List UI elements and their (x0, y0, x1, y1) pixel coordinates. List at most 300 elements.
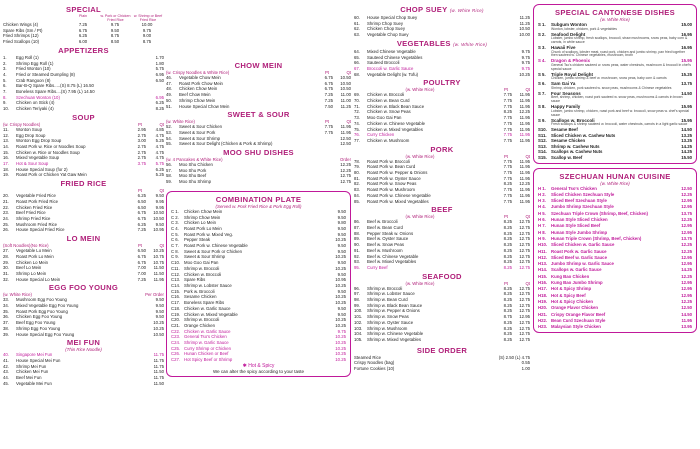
item-price: 12.95 (681, 292, 692, 298)
price-pint: 6.25 (137, 221, 146, 227)
item-name: House Special Chop Suey (367, 15, 418, 20)
item-price: 15.00 (681, 22, 692, 27)
item-name: Moo Goo Gai Pan (184, 260, 219, 266)
item-number: 27. (3, 248, 9, 254)
price-quart: 11.95 (519, 103, 530, 109)
item-price: 10.50 (519, 26, 530, 32)
item-name: Orange Flavor Chicken (551, 305, 599, 311)
item-price: 12.50 (681, 185, 692, 191)
item-price: 12.75 (340, 179, 351, 185)
item-name: Scallops w. Cashew Nuts (551, 149, 603, 155)
price-pint: 8.25 (503, 230, 512, 236)
item-name: Hunan Chicken or Beef (184, 351, 229, 357)
item-price: 9.50 (337, 208, 346, 214)
item-name: Sliced Beef Szechuan Style (551, 198, 607, 204)
item-price: 10.25 (335, 351, 346, 357)
item-price: 9.50 (337, 231, 346, 237)
menu-item (354, 32, 530, 38)
item-number: 38. (3, 325, 9, 331)
item-name: Mushroom Egg Foo Young (16, 297, 67, 303)
item-number: C 2. (171, 214, 179, 220)
item-number: 52. (166, 124, 172, 130)
item-number: 23. (3, 210, 9, 216)
sweetsour-header: (w. White Rice) Pt Qt (166, 119, 351, 125)
item-number: H 9. (538, 235, 546, 241)
item-price: 10.25 (335, 345, 346, 351)
item-name: Sauteed Chinese Vegetables (367, 54, 423, 60)
item-number: 53. (166, 129, 172, 135)
item-price: 12.95 (681, 280, 692, 286)
item-number: 28. (3, 253, 9, 259)
item-number: 20. (3, 193, 9, 199)
price-quart: 10.50 (340, 86, 351, 92)
item-name: Beef Mei Fun (16, 375, 42, 381)
item-number: 93. (354, 259, 360, 265)
item-name: Chicken Teriyaki (4) (16, 106, 54, 112)
item-name: Chicken Lo Mein (16, 259, 49, 265)
beef-header: (w. White Rice) Pt Qt (405, 214, 530, 220)
menu-item (354, 366, 530, 372)
price-pint: 8.25 (503, 308, 512, 314)
item-number: H16. (538, 280, 548, 286)
item-number: S12. (538, 138, 547, 144)
price-quart: 11.00 (340, 97, 351, 103)
item-name: Shrimp Fried Rice (16, 215, 51, 221)
item-number: 37. (3, 320, 9, 326)
item-price: 12.50 (681, 305, 692, 311)
szechuan-box (533, 168, 697, 334)
price-pint: 7.75 (503, 137, 512, 143)
mooshu-header: (w. 4 Pancakes & White Rice) Order (166, 157, 351, 163)
item-name: Broccoli w. Garlic Sauce (367, 65, 414, 71)
item-name: Kung Bao Jumbo Shrimp (551, 280, 603, 286)
item-name: Hunan Style Sliced Beef (551, 223, 601, 229)
item-name: Chicken Wings (4) (3, 22, 39, 27)
item-number: 96. (354, 285, 360, 291)
item-name: Orange Chicken (184, 322, 216, 328)
item-number: 11. (3, 126, 9, 132)
item-name: Chicken Chow Mein (179, 86, 218, 92)
menu-item (171, 357, 346, 363)
price-pint: 8.25 (503, 236, 512, 242)
item-name: Roast Pork w. Broccoli (367, 158, 410, 164)
item-name: Sliced Chicken w. Cashew Nuts (551, 132, 616, 138)
item-name: Sliced Chicken Szechuan Style (551, 191, 615, 197)
item-number: C26. (171, 351, 181, 357)
price-quart: 4.85 (155, 126, 164, 132)
item-price: 15.95 (681, 104, 692, 110)
item-number: 57. (166, 167, 172, 173)
item-name: Happy Family (551, 104, 581, 110)
price-pint: 7.25 (137, 276, 146, 282)
item-name: Egg Drop Soup (16, 132, 46, 138)
item-number: 45. (3, 380, 9, 386)
price-pint: 7.25 (324, 92, 333, 98)
item-price: 6.25 (78, 33, 88, 39)
item-number: 46. (166, 75, 172, 80)
item-name: Chicken Chow Mein (184, 208, 223, 214)
item-price: 14.25 (681, 267, 692, 273)
price-pint: 7.75 (503, 98, 512, 104)
item-name: Chicken Egg Foo Young (16, 314, 63, 320)
item-number: 61. (354, 20, 360, 26)
item-number: 54. (166, 135, 172, 141)
item-name: Chicken Mei Fun (16, 369, 49, 375)
pork-header: (w. White Rice) Pt Qt (405, 153, 530, 159)
item-number: 74. (354, 120, 360, 126)
item-number: 68. (354, 71, 360, 77)
item-number: C22. (171, 328, 181, 334)
item-number: H19. (538, 298, 548, 304)
item-number: H 7. (538, 223, 546, 229)
price-quart: 11.95 (519, 187, 530, 193)
item-name: Spare Ribs (184, 277, 206, 283)
price-pint: 6.50 (137, 198, 146, 204)
item-name: Beef Chow Mein (179, 92, 211, 98)
item-price: 11.75 (153, 357, 164, 363)
item-number: H17. (538, 286, 548, 292)
price-quart: 5.75 (155, 161, 164, 167)
price-quart: 12.75 (519, 308, 530, 314)
item-name: Chicken w. Black Bean Sauce (367, 103, 425, 109)
seafood-list (354, 286, 530, 343)
item-name: Sweet & Sour Delight (Chicken & Pork & Shrimp) (179, 141, 273, 147)
item-name: Fried Shrimps (12) (3, 33, 39, 39)
item-price: 10.25 (335, 282, 346, 288)
price-pint: 6.75 (324, 75, 333, 80)
price-quart: 11.95 (340, 124, 351, 130)
item-name: Shrimp Egg Roll (1) (16, 60, 54, 66)
item-name: Moo Shu Chicken (179, 162, 213, 168)
price-quart: 12.75 (519, 325, 530, 331)
item-number: 67. (354, 65, 360, 71)
item-name: Chicken w. Mixed Vegetable (184, 311, 238, 317)
item-name: General Tso's Chicken (551, 185, 597, 191)
item-number: S15. (538, 155, 547, 160)
seafood-header: (w. White Rice) Pt Qt (405, 280, 530, 286)
price-pint: 8.25 (503, 319, 512, 325)
price-pint: 8.25 (503, 331, 512, 337)
price-pint: 8.25 (503, 224, 512, 230)
pork-list (354, 159, 530, 205)
item-number: C25. (171, 345, 181, 351)
item-number: H22. (538, 317, 548, 323)
item-price: 10.50 (153, 331, 164, 337)
item-number: 36. (3, 314, 9, 320)
price-quart: 11.95 (340, 129, 351, 135)
price-quart: 11.95 (519, 175, 530, 181)
item-number: 34. (3, 303, 9, 309)
item-price: 10.25 (335, 317, 346, 323)
item-name: Singapore Mei Fun (16, 352, 53, 358)
item-name: Shrimp Chow Mein (179, 97, 216, 103)
item-number: C10. (171, 260, 181, 266)
item-name: Curry Beef (367, 264, 388, 270)
item-price: 9.50 (337, 214, 346, 220)
item-number: 59. (166, 179, 172, 185)
price-pint: 2.75 (137, 143, 146, 149)
price-pint: 8.25 (503, 219, 512, 225)
menu-item (538, 155, 692, 161)
item-price: 11.95 (681, 317, 692, 323)
item-name: Sesame Chicken (551, 138, 586, 144)
item-name: Beef w. Bean Curd (367, 224, 403, 230)
item-name: Beef Lo Mein (16, 265, 42, 271)
item-price: 0.55 (521, 360, 530, 366)
item-number: 80. (354, 170, 360, 176)
item-price: 9.80 (337, 220, 346, 226)
item-name: Crispy Noodles (bag) (354, 360, 395, 366)
item-name: Roast Pork w. Mixed Vegetables (367, 198, 429, 204)
item-number: S13. (538, 143, 547, 149)
item-number: C11. (171, 265, 180, 271)
item-name: Vegetable Lo Mein (16, 248, 52, 254)
item-price: 12.95 (681, 198, 692, 204)
item-price: 10.00 (519, 32, 530, 38)
item-name: Roast Pork Fried Rice (16, 198, 59, 204)
item-price: 9.75 (521, 60, 530, 66)
item-name: Shrimp w. Broccoli (184, 265, 220, 271)
item-number: C 8. (171, 248, 179, 254)
price-quart: 12.50 (340, 141, 351, 147)
item-name: Hunan Style Sliced Chicken (551, 217, 608, 223)
item-number: H 2. (538, 191, 546, 197)
item-number: 60. (354, 15, 360, 20)
item-number: 56. (166, 162, 172, 168)
item-name: Shrimp w. Mixed Vegetables (367, 336, 421, 342)
item-number: 97. (354, 291, 360, 297)
item-price: 12.25 (681, 273, 692, 279)
item-number: 2. (3, 60, 7, 66)
item-name: Roast Pork w. Mixed Veg. (184, 231, 233, 237)
price-quart: 11.95 (519, 92, 530, 98)
item-number: 55. (166, 141, 172, 147)
item-number: H13. (538, 261, 548, 267)
item-name: Wonton Egg Drop Soup (16, 138, 62, 144)
price-quart: 9.50 (155, 193, 164, 199)
item-number: 102. (354, 319, 363, 325)
item-number: S11. (538, 132, 547, 138)
item-number: S 9. (538, 117, 546, 123)
item-number: 95. (354, 264, 360, 270)
item-number: 21. (3, 198, 9, 204)
item-number: C13. (171, 277, 181, 283)
price-quart: 4.75 (155, 149, 164, 155)
meifun-title: MEI FUN (66, 338, 101, 348)
price-pint: 8.25 (503, 253, 512, 259)
friedrice-header: Pt Qt (137, 188, 164, 194)
price-quart: 9.50 (155, 221, 164, 227)
price-pint: 7.75 (503, 187, 512, 193)
item-number: 47. (166, 80, 172, 86)
price-pint (315, 141, 333, 147)
item-description: Wonton, lobster, chicken, pork & vegetables (551, 26, 617, 31)
item-price: 9.50 (155, 308, 164, 314)
item-price: 9.50 (337, 271, 346, 277)
item-name: Vegetable Chop Suey (367, 32, 409, 38)
item-name: Beef w. Snow Peas (367, 242, 405, 248)
item-name: Shrimp Chow Mein (184, 214, 221, 220)
item-name: Hot Spicy Beef or Shrimp (184, 357, 233, 363)
item-price: 10.25 (335, 294, 346, 300)
item-name: Chicken on Stick (4) (16, 100, 55, 106)
item-name: Hot & Spicy Chicken (551, 298, 594, 304)
item-price: 11.25 (519, 20, 530, 26)
item-number: S 3. (538, 44, 546, 50)
price-quart: 12.75 (519, 219, 530, 225)
cantonese-box (533, 4, 697, 164)
item-name: Hawaii Five (551, 44, 576, 50)
item-price: 9.75 (521, 54, 530, 60)
price-quart: 10.50 (340, 80, 351, 86)
item-number: S14. (538, 149, 547, 155)
item-number: 100. (354, 308, 363, 314)
item-name: Four Seasons (551, 90, 581, 96)
item-price: 8.50 (110, 39, 120, 45)
price-pint: 6.75 (324, 86, 333, 92)
item-number: 91. (354, 247, 360, 253)
item-number: 24. (3, 215, 9, 221)
item-number: 66. (354, 60, 360, 66)
price-quart: 10.75 (153, 253, 164, 259)
menu-item (3, 381, 164, 387)
item-name: Shrimp w. Lobster Sauce (184, 282, 232, 288)
item-number: 17. (3, 161, 9, 167)
item-number: H15. (538, 273, 548, 279)
beef-list (354, 219, 530, 270)
price-quart: 11.95 (519, 198, 530, 204)
chopsuey-list (354, 15, 530, 38)
item-number: 33. (3, 297, 9, 303)
item-number: 69. (354, 92, 360, 98)
price-quart: 11.95 (519, 132, 530, 138)
special-header: Plain w. Pork or Chicken Fried Rice w. Shrimp or Beef Fried Rice (79, 14, 163, 22)
price-quart: 12.75 (519, 230, 530, 236)
item-price: (S) 2.50 (L) 4.75 (498, 354, 530, 360)
column-3 (354, 4, 530, 372)
item-name: Chicken w. Broccoli (184, 271, 222, 277)
price-pint: 8.25 (503, 285, 512, 291)
item-description: Chunk of scallops, lobster meat, roast pork, chicken and jumbo shrimp, pan fried together then sauteed w. Chinese vegetables, mushroom, broth (551, 49, 685, 58)
price-quart: 12.75 (519, 247, 530, 253)
item-number: 65. (354, 54, 360, 60)
friedrice-title: FRIED RICE (60, 179, 107, 189)
item-price: 13.75 (681, 235, 692, 241)
item-name: Szechuan Wonton (10) (16, 94, 60, 100)
soup-header: (w. Crispy Noodles) Pt Qt (3, 121, 164, 127)
item-name: Sesame Chicken (184, 294, 217, 300)
item-number: 5. (3, 77, 7, 83)
price-quart: 12.75 (519, 336, 530, 342)
price-quart: 12.75 (519, 264, 530, 270)
item-number: C 6. (171, 237, 179, 243)
price-quart: 12.75 (519, 331, 530, 337)
item-name: Shrimp w. Broccoli (184, 317, 220, 323)
item-number: C24. (171, 340, 181, 346)
item-price: 11.75 (153, 375, 164, 381)
item-price: 10.25 (153, 320, 164, 326)
item-description: Beef, shrimp, chicken, roast pork sauteed w. snow peas, mushrooms & carrots in brown sauce (551, 95, 683, 104)
chowmein-title: CHOW MEIN (234, 61, 283, 70)
appetizers-list (3, 55, 164, 112)
item-price: 9.50 (110, 27, 120, 33)
item-price: 14.25 (681, 149, 692, 155)
item-number: 86. (354, 219, 360, 225)
price-quart: 12.25 (519, 181, 530, 187)
item-price: 14.25 (681, 143, 692, 149)
combo-list (171, 209, 346, 363)
item-number: 7. (3, 89, 7, 95)
item-price: 9.50 (337, 248, 346, 254)
szechuan-title: SZECHUAN HUNAN CUISINE (559, 171, 671, 181)
item-name: Triple Royal Delight (551, 71, 594, 77)
price-pint: 7.75 (324, 129, 333, 135)
price-pint: 6.75 (137, 253, 146, 259)
item-number: 79. (354, 164, 360, 170)
item-number: 26. (3, 227, 9, 233)
item-price: 10.00 (141, 22, 153, 27)
price-pint: 8.25 (503, 247, 512, 253)
item-name: Chicken w. Mixed Vegetables (367, 126, 423, 132)
price-pint: 7.75 (503, 158, 512, 164)
price-pint: 8.25 (503, 325, 512, 331)
price-pint: 7.75 (503, 170, 512, 176)
item-name: House Special Fried Rice (16, 227, 65, 233)
item-price: 12.95 (681, 254, 692, 260)
price-pint: 8.25 (503, 181, 512, 187)
item-number: 25. (3, 221, 9, 227)
item-price: 11.50 (153, 380, 164, 386)
chowmein-list (166, 75, 351, 109)
item-name: Chicken w. Rice or Noodles Soup (16, 149, 80, 155)
menu-item (538, 324, 692, 330)
price-quart: 12.75 (519, 253, 530, 259)
price-quart: 5.25 (155, 138, 164, 144)
item-number: 16. (3, 155, 9, 161)
item-name: Chicken w. Bean Curd (367, 98, 410, 104)
eggfoo-list (3, 297, 164, 337)
price-pint: 7.75 (503, 192, 512, 198)
price-quart: 12.75 (519, 319, 530, 325)
price-quart: 11.95 (519, 98, 530, 104)
item-number: 3. (3, 66, 7, 72)
mooshu-title: MOO SHU DISHES (223, 148, 294, 158)
item-name: Roast Pork w. Mushroom (367, 187, 415, 193)
price-quart: 4.75 (155, 143, 164, 149)
price-pint: 7.75 (503, 120, 512, 126)
item-price: 5.75 (155, 66, 164, 72)
item-price: 15.25 (681, 71, 692, 77)
item-name: Subgum Wonton (551, 22, 587, 27)
item-name: Roast Pork Lo Mein (184, 225, 222, 231)
item-name: Moo Shu Pork (179, 167, 207, 173)
item-number: 10. (3, 106, 9, 112)
item-name: Moo Goo Gai Pan (367, 115, 402, 121)
item-name: Steamed Rice (354, 354, 381, 360)
sideorder-list (354, 355, 530, 372)
item-name: Sliced Chicken w. Garlic Sauce (551, 242, 615, 248)
item-price: 10.25 (335, 265, 346, 271)
item-number: C 7. (171, 243, 179, 249)
item-number: S 1. (538, 22, 546, 27)
item-price: 10.25 (335, 340, 346, 346)
combo-sub: (Served w. Pork Fried Rice & Pork Egg Roll) (215, 203, 302, 209)
item-price: 16.95 (681, 44, 692, 50)
price-pint: 8.25 (503, 297, 512, 303)
price-quart: 11.95 (519, 115, 530, 121)
price-quart: 11.95 (519, 164, 530, 170)
item-number: C27. (171, 357, 181, 363)
